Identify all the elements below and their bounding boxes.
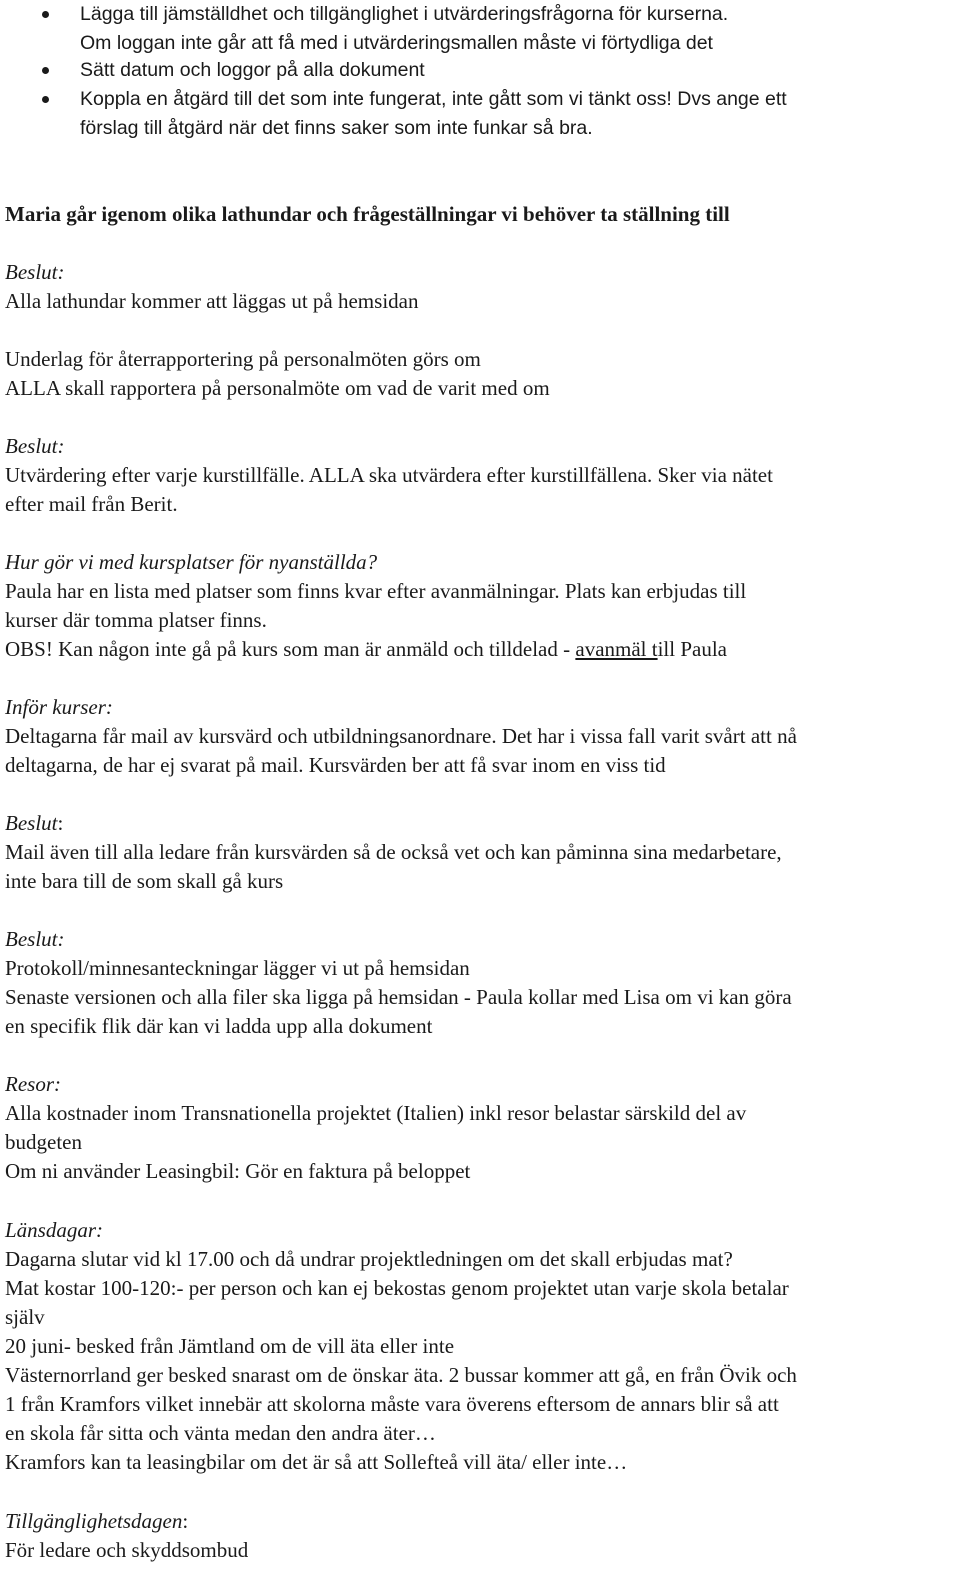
- tillganglighetsdagen-label-colon: :: [182, 1509, 189, 1533]
- paragraph-line: Alla kostnader inom Transnationella projektet (Italien) inkl resor belastar särskild del av: [5, 1101, 747, 1125]
- bullet-text-line: Om loggan inte går att få med i utvärderingsmallen måste vi förtydliga det: [80, 32, 713, 54]
- beslut-label: Beslut:: [5, 434, 65, 458]
- paragraph-line: Paula har en lista med platser som finns kvar efter avanmälningar. Plats kan erbjudas till: [5, 579, 747, 603]
- lansdagar-label: Länsdagar:: [5, 1218, 104, 1242]
- obs-text-end: ill Paula: [657, 637, 728, 661]
- paragraph-line: budgeten: [5, 1130, 82, 1154]
- obs-line: [5, 635, 727, 664]
- bullet-text-line: Lägga till jämställdhet och tillgänglighet i utvärderingsfrågorna för kurserna.: [80, 3, 729, 25]
- avanmal-underlined-text: avanmäl t: [575, 637, 658, 661]
- paragraph-line: en skola får sitta och vänta medan den andra äter…: [5, 1421, 436, 1445]
- bullet-icon: [42, 96, 49, 103]
- paragraph-line: inte bara till de som skall gå kurs: [5, 869, 284, 893]
- question-label: Hur gör vi med kursplatser för nyanställda?: [5, 550, 378, 574]
- bullet-text-line: Koppla en åtgärd till det som inte fungerat, inte gått som vi tänkt oss! Dvs ange ett: [80, 88, 787, 110]
- paragraph-line: Alla lathundar kommer att läggas ut på hemsidan: [5, 289, 419, 313]
- paragraph-line: kurser där tomma platser finns.: [5, 608, 267, 632]
- beslut-label: Beslut:: [5, 260, 65, 284]
- section-heading: Maria går igenom olika lathundar och frågeställningar vi behöver ta ställning till: [5, 202, 730, 226]
- paragraph-line: Västernorrland ger besked snarast om de önskar äta. 2 bussar kommer att gå, en från Övik och: [5, 1363, 797, 1387]
- paragraph-line: Utvärdering efter varje kurstillfälle. ALLA ska utvärdera efter kurstillfällena. Sker via nätet: [5, 463, 773, 487]
- beslut-label-text: Beslut: [5, 811, 58, 835]
- paragraph-line: Mat kostar 100-120:- per person och kan ej bekostas genom projektet utan varje skola betalar: [5, 1276, 789, 1300]
- paragraph-line: deltagarna, de har ej svarat på mail. Kursvärden ber att få svar inom en viss tid: [5, 753, 666, 777]
- paragraph-line: efter mail från Berit.: [5, 492, 178, 516]
- bullet-icon: [42, 11, 49, 18]
- beslut-label: [5, 809, 63, 838]
- tillganglighetsdagen-label: [5, 1507, 188, 1536]
- paragraph-line: Underlag för återrapportering på personalmöten görs om: [5, 347, 481, 371]
- tillganglighetsdagen-label-text: Tillgänglighetsdagen: [5, 1509, 183, 1533]
- beslut-label-colon: :: [57, 811, 64, 835]
- beslut-label: Beslut:: [5, 927, 65, 951]
- paragraph-line: Deltagarna får mail av kursvärd och utbildningsanordnare. Det har i vissa fall varit svårt att nå: [5, 724, 797, 748]
- paragraph-line: en specifik flik där kan vi ladda upp alla dokument: [5, 1014, 433, 1038]
- bullet-icon: [42, 67, 49, 74]
- paragraph-line: Senaste versionen och alla filer ska ligga på hemsidan - Paula kollar med Lisa om vi kan göra: [5, 985, 792, 1009]
- paragraph-line: 20 juni- besked från Jämtland om de vill äta eller inte: [5, 1334, 455, 1358]
- resor-label: Resor:: [5, 1072, 61, 1096]
- paragraph-line: Protokoll/minnesanteckningar lägger vi ut på hemsidan: [5, 956, 470, 980]
- paragraph-line: 1 från Kramfors vilket innebär att skolorna måste vara överens eftersom de annars blir så att: [5, 1392, 779, 1416]
- bullet-item: [0, 85, 960, 143]
- obs-text: OBS! Kan någon inte gå på kurs som man är anmäld och tilldelad -: [5, 637, 576, 661]
- paragraph-line: själv: [5, 1305, 45, 1329]
- paragraph-line: Om ni använder Leasingbil: Gör en faktura på beloppet: [5, 1159, 471, 1183]
- paragraph-line: För ledare och skyddsombud: [5, 1538, 249, 1562]
- paragraph-line: Dagarna slutar vid kl 17.00 och då undrar projektledningen om det skall erbjudas mat?: [5, 1247, 733, 1271]
- bullet-item: [0, 0, 960, 58]
- bullet-item: [0, 56, 960, 85]
- bullet-text-line: Sätt datum och loggor på alla dokument: [80, 59, 425, 81]
- bullet-text-line: förslag till åtgärd när det finns saker som inte funkar så bra.: [80, 117, 593, 139]
- infor-kurser-label: Inför kurser:: [5, 695, 113, 719]
- paragraph-line: Mail även till alla ledare från kursvärden så de också vet och kan påminna sina medarbetare,: [5, 840, 782, 864]
- paragraph-line: Kramfors kan ta leasingbilar om det är så att Sollefteå vill äta/ eller inte…: [5, 1450, 628, 1474]
- paragraph-line: ALLA skall rapportera på personalmöte om vad de varit med om: [5, 376, 550, 400]
